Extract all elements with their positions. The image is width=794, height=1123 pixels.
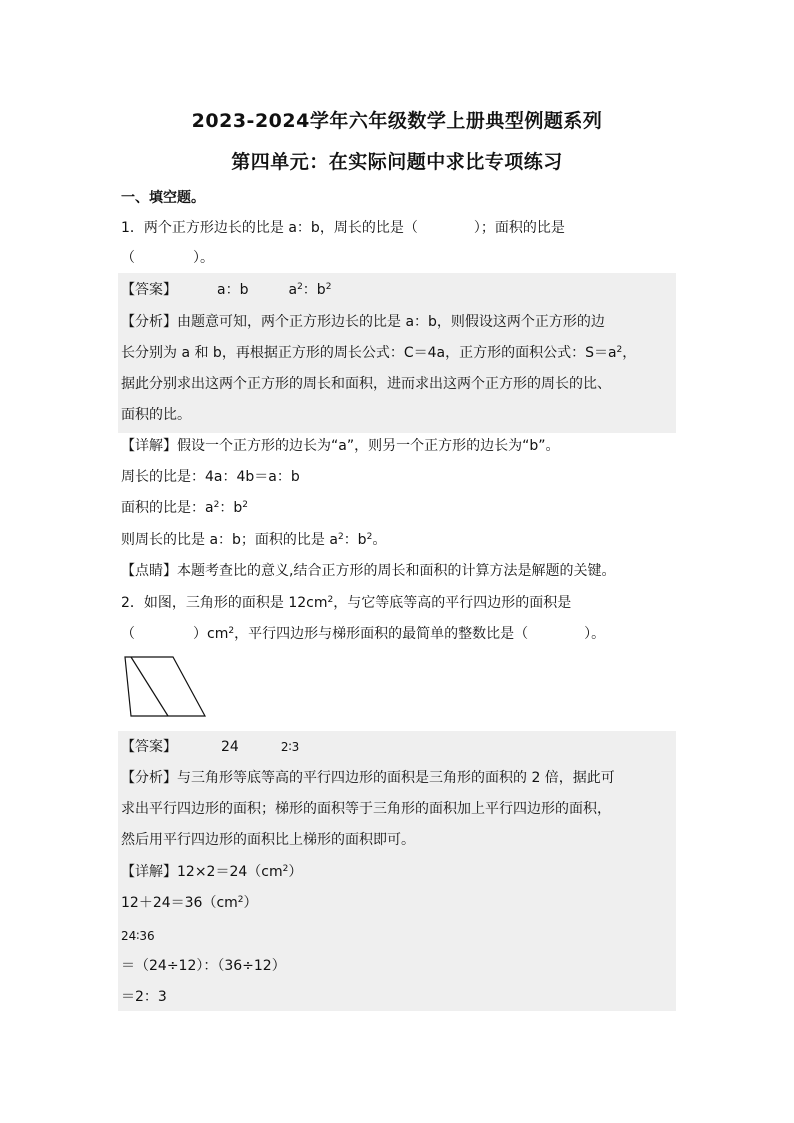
q2-detail-line-4: ＝（24÷12）：（36÷12）: [121, 958, 286, 974]
section-heading: 一、填空题。: [121, 190, 205, 206]
question-1-text: （: [121, 250, 135, 266]
q1-detail-line-1: 【详解】假设一个正方形的边长为“a”，则另一个正方形的边长为“b”。: [121, 438, 560, 454]
q2-analysis-line-1: 【分析】与三角形等底等高的平行四边形的面积是三角形的面积的 2 倍，据此可: [121, 770, 615, 786]
q1-point: 【点睛】本题考查比的意义,结合正方形的周长和面积的计算方法是解题的关键。: [121, 563, 616, 579]
question-1-line-1: [121, 218, 565, 238]
q2-analysis-line-3: 然后用平行四边形的面积比上梯形的面积即可。: [121, 832, 415, 848]
question-1-text: 1．两个正方形边长的比是 a：b，周长的比是（: [121, 220, 418, 236]
q1-detail-line-2: 周长的比是：4a：4b＝a：b: [121, 469, 300, 485]
q1-analysis-line-1: 【分析】由题意可知，两个正方形边长的比是 a：b，则假设这两个正方形的边: [121, 314, 605, 330]
triangle-divider-line: [131, 657, 168, 716]
answer-value-1: 24: [221, 739, 239, 755]
q1-analysis-line-2: 长分别为 a 和 b，再根据正方形的周长公式：C＝4a，正方形的面积公式：$S=a^2$，: [121, 345, 637, 361]
q2-detail-line-3: 24∶36: [121, 929, 155, 943]
answer-value-1: a：b: [217, 282, 249, 298]
question-2-line-1: 2．如图，三角形的面积是 $12cm^2$，与它等底等高的平行四边形的面积是: [121, 595, 572, 611]
q2-detail-line-5: ＝2：3: [121, 989, 167, 1005]
point-tag: 【点睛】: [121, 563, 177, 579]
q2-detail-line-2: $12+24=36(cm^2)$: [121, 895, 258, 911]
answer-value-2: $a^2$：$b^2$: [288, 282, 332, 298]
answer-tag: 【答案】: [121, 282, 177, 298]
q1-analysis-line-4: 面积的比。: [121, 407, 191, 423]
q1-answer: [121, 280, 331, 300]
analysis-tag: 【分析】: [121, 314, 177, 330]
question-1-text: ）。: [193, 250, 214, 266]
q1-analysis-line-3: 据此分别求出这两个正方形的周长和面积，进而求出这两个正方形的周长的比、: [121, 376, 611, 392]
analysis-tag: 【分析】: [121, 770, 177, 786]
q2-analysis-line-2: 求出平行四边形的面积；梯形的面积等于三角形的面积加上平行四边形的面积，: [121, 801, 611, 817]
answer-value-2: 2∶3: [280, 740, 300, 754]
q2-detail-line-1: 【详解】$12\times 2=24(cm^2)$: [121, 864, 303, 880]
q1-detail-line-3: 面积的比是：$a^2$：$b^2$: [121, 500, 248, 516]
answer-tag: 【答案】: [121, 739, 177, 755]
question-2-line-2: （ ）$cm^2$，平行四边形与梯形面积的最简单的整数比是（ ）。: [121, 626, 606, 642]
detail-tag: 【详解】: [121, 438, 177, 454]
document-title: 2023-2024学年六年级数学上册典型例题系列: [191, 110, 603, 132]
question-1-line-2: [121, 248, 214, 268]
document-subtitle: 第四单元：在实际问题中求比专项练习: [231, 151, 563, 173]
detail-tag: 【详解】: [121, 864, 177, 880]
q2-answer: [121, 737, 299, 757]
question-1-text: ）；面积的比是: [473, 220, 565, 236]
trapezoid-figure: [118, 652, 218, 724]
q1-detail-line-4: 则周长的比是 a：b；面积的比是 $a^2$：$b^2$。: [121, 532, 387, 548]
